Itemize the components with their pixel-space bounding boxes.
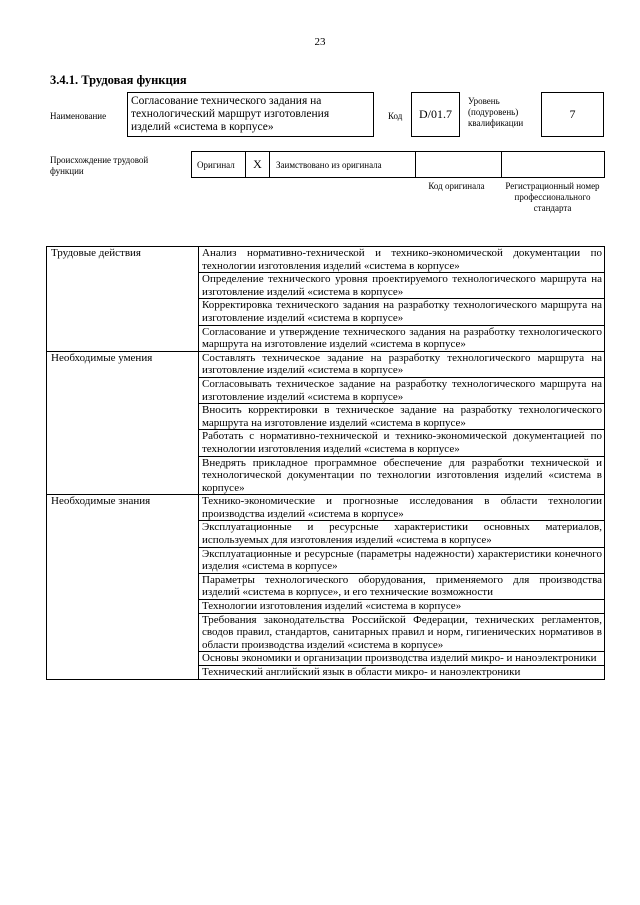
code-original-caption: Код оригинала — [428, 181, 485, 191]
reg-number-caption: Регистрационный номер профессионального стандарта — [505, 181, 600, 213]
page-number: 23 — [314, 36, 326, 48]
item-cell: Корректировка технического задания на разработку технологического маршрута на изготовление изделий «система в корпусе» — [199, 299, 605, 325]
original-label: Оригинал — [197, 160, 235, 170]
item-cell: Анализ нормативно-технической и технико-экономической документации по технологии изготовления изделий «система в корпусе» — [199, 247, 605, 273]
labor-function-table — [46, 246, 605, 680]
origin-row — [191, 151, 605, 178]
code-label: Код — [388, 111, 403, 121]
original-mark: X — [246, 152, 270, 177]
origin-label: Происхождение трудовой функции — [50, 155, 149, 176]
level-value: 7 — [541, 92, 604, 137]
category-cell: Необходимые знания — [47, 495, 199, 679]
item-cell: Согласование и утверждение технического задания на разработку технологического маршрута на изготовление изделий «система в корпусе» — [199, 325, 605, 351]
code-value: D/01.7 — [411, 92, 460, 137]
item-cell: Определение технического уровня проектируемого технологического маршрута на изготовление изделий «система в корпусе» — [199, 273, 605, 299]
name-label: Наименование — [50, 111, 107, 121]
section-title: 3.4.1. Трудовая функция — [50, 73, 187, 87]
item-cell: Эксплуатационные и ресурсные (параметры надежности) характеристики конечного изделия «система в корпусе» — [199, 547, 605, 573]
table-row — [47, 247, 605, 273]
item-cell: Технический английский язык в области микро- и наноэлектроники — [199, 666, 605, 680]
item-cell: Технологии изготовления изделий «система в корпусе» — [199, 600, 605, 614]
borrowed-label: Заимствовано из оригинала — [276, 160, 382, 170]
item-cell: Согласовывать техническое задание на разработку технологического маршрута на изготовление изделий «система в корпусе» — [199, 377, 605, 403]
category-cell: Необходимые умения — [47, 351, 199, 495]
item-cell: Основы экономики и организации производства изделий микро- и наноэлектроники — [199, 652, 605, 666]
item-cell: Вносить корректировки в техническое задание на разработку технологического маршрута на изготовление изделий «система в корпусе» — [199, 404, 605, 430]
level-label: Уровень (подуровень) квалификации — [468, 96, 524, 128]
item-cell: Параметры технологического оборудования, применяемого для производства изделий «система в корпусе», и его технические возможности — [199, 573, 605, 599]
name-value: Согласование технического задания на технологический маршрут изготовления изделий «система в корпусе» — [127, 92, 374, 137]
item-cell: Внедрять прикладное программное обеспечение для разработки технической и технологической документации по технологии изготовления изделий «система в корпусе» — [199, 456, 605, 495]
table-row — [47, 495, 605, 521]
item-cell: Требования законодательства Российской Федерации, технических регламентов, сводов правил, стандартов, санитарных правил и норм, гигиенических нормативов в области производства изделий «система в корпусе» — [199, 613, 605, 652]
table-row — [47, 351, 605, 377]
item-cell: Работать с нормативно-технической и технико-экономической документацией по технологии изготовления изделий «система в корпусе» — [199, 430, 605, 456]
item-cell: Эксплуатационные и ресурсные характеристики основных материалов, используемых для изготовления изделий «система в корпусе» — [199, 521, 605, 547]
original-cell — [192, 152, 246, 177]
code-original-cell — [415, 152, 502, 177]
category-cell: Трудовые действия — [47, 247, 199, 352]
item-cell: Составлять техническое задание на разработку технологического маршрута на изготовление изделий «система в корпусе» — [199, 351, 605, 377]
item-cell: Технико-экономические и прогнозные исследования в области технологии производства изделий «система в корпусе» — [199, 495, 605, 521]
